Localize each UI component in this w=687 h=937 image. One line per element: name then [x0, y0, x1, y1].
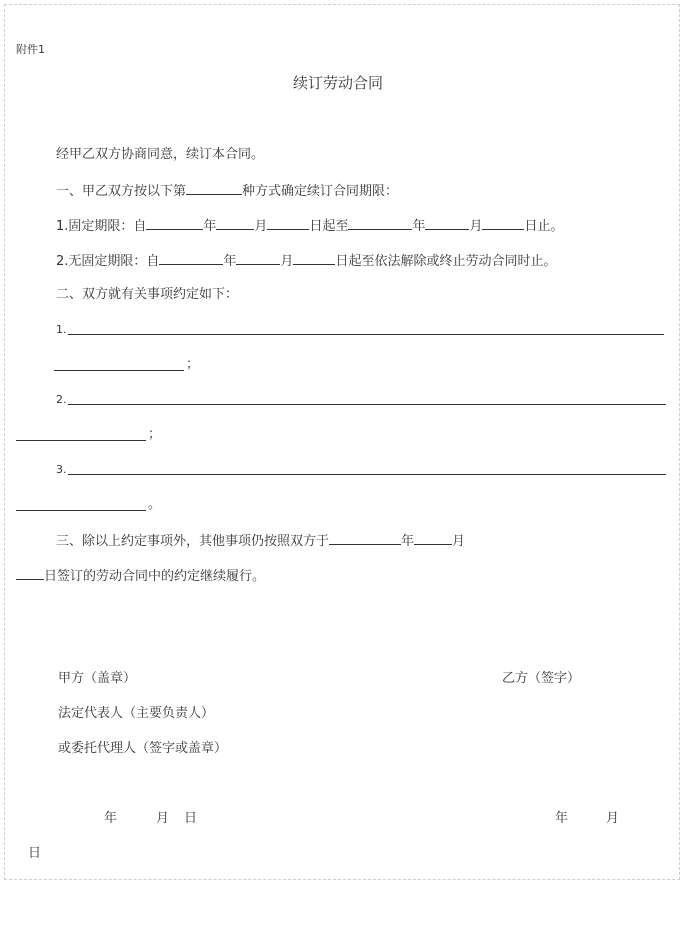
attachment-label: 附件1	[16, 43, 45, 56]
item-3-continuation-line[interactable]	[16, 510, 146, 511]
left-date-year: 年	[104, 811, 118, 826]
fixed-day-from-label: 日起至	[309, 219, 349, 234]
clause-1	[56, 182, 398, 200]
item-2-number: 2.	[56, 393, 67, 406]
item-2-line[interactable]	[68, 404, 666, 405]
right-date-year: 年	[555, 811, 569, 826]
right-date-month: 月	[606, 811, 620, 826]
fixed-start-year-blank[interactable]	[146, 217, 203, 230]
fixed-end-month-blank[interactable]	[425, 217, 469, 230]
clause-3-month-label: 月	[452, 534, 466, 549]
open-term-tail: 日起至依法解除或终止劳动合同时止。	[335, 254, 557, 269]
document-title: 续订劳动合同	[293, 74, 384, 92]
clause-3-day-blank[interactable]	[16, 567, 44, 580]
fixed-day-end-label: 日止。	[524, 219, 564, 234]
fixed-end-year-blank[interactable]	[348, 217, 412, 230]
clause-1-suffix: 种方式确定续订合同期限：	[242, 184, 399, 199]
fixed-end-month-label: 月	[469, 219, 483, 234]
item-3-number: 3.	[56, 463, 67, 476]
fixed-end-year-label: 年	[412, 219, 426, 234]
clause-3-tail: 日签订的劳动合同中的约定继续履行。	[44, 569, 266, 584]
item-1-line[interactable]	[68, 334, 664, 335]
clause-3-prefix: 三、除以上约定事项外，其他事项仍按照双方于	[56, 534, 330, 549]
clause-2: 二、双方就有关事项约定如下：	[56, 287, 239, 302]
item-3-line[interactable]	[68, 474, 666, 475]
item-1-end: ；	[186, 357, 200, 372]
clause-3-month-blank[interactable]	[414, 532, 452, 545]
open-year-label: 年	[223, 254, 237, 269]
left-date-day: 日	[184, 811, 198, 826]
left-date-month: 月	[156, 811, 170, 826]
fixed-term-line	[56, 217, 564, 235]
clause-1-prefix: 一、甲乙双方按以下第	[56, 184, 187, 199]
open-start-day-blank[interactable]	[293, 252, 335, 265]
right-date-day: 日	[28, 846, 42, 861]
item-3-end: 。	[148, 497, 162, 512]
open-start-month-blank[interactable]	[236, 252, 280, 265]
fixed-month-label: 月	[254, 219, 268, 234]
legal-rep-label: 法定代表人（主要负责人）	[58, 706, 215, 721]
open-term-label: 2.无固定期限：自	[56, 254, 160, 269]
agent-label: 或委托代理人（签字或盖章）	[58, 741, 228, 756]
item-1-continuation-line[interactable]	[54, 370, 184, 371]
fixed-end-day-blank[interactable]	[482, 217, 524, 230]
clause-3-year-blank[interactable]	[329, 532, 401, 545]
open-month-label: 月	[280, 254, 294, 269]
clause-3-line	[56, 532, 465, 550]
item-2-end: ；	[148, 427, 162, 442]
fixed-term-label: 1.固定期限：自	[56, 219, 147, 234]
intro-text: 经甲乙双方协商同意，续订本合同。	[56, 147, 265, 162]
clause-3-continuation	[16, 567, 265, 585]
open-start-year-blank[interactable]	[159, 252, 223, 265]
open-term-line	[56, 252, 556, 270]
clause-3-year-label: 年	[401, 534, 415, 549]
item-2-continuation-line[interactable]	[16, 440, 146, 441]
method-number-blank[interactable]	[186, 182, 242, 195]
party-b-label: 乙方（签字）	[502, 671, 581, 686]
fixed-year-label: 年	[203, 219, 217, 234]
item-1-number: 1.	[56, 323, 67, 336]
party-a-label: 甲方（盖章）	[58, 671, 137, 686]
fixed-start-month-blank[interactable]	[216, 217, 254, 230]
fixed-start-day-blank[interactable]	[267, 217, 309, 230]
